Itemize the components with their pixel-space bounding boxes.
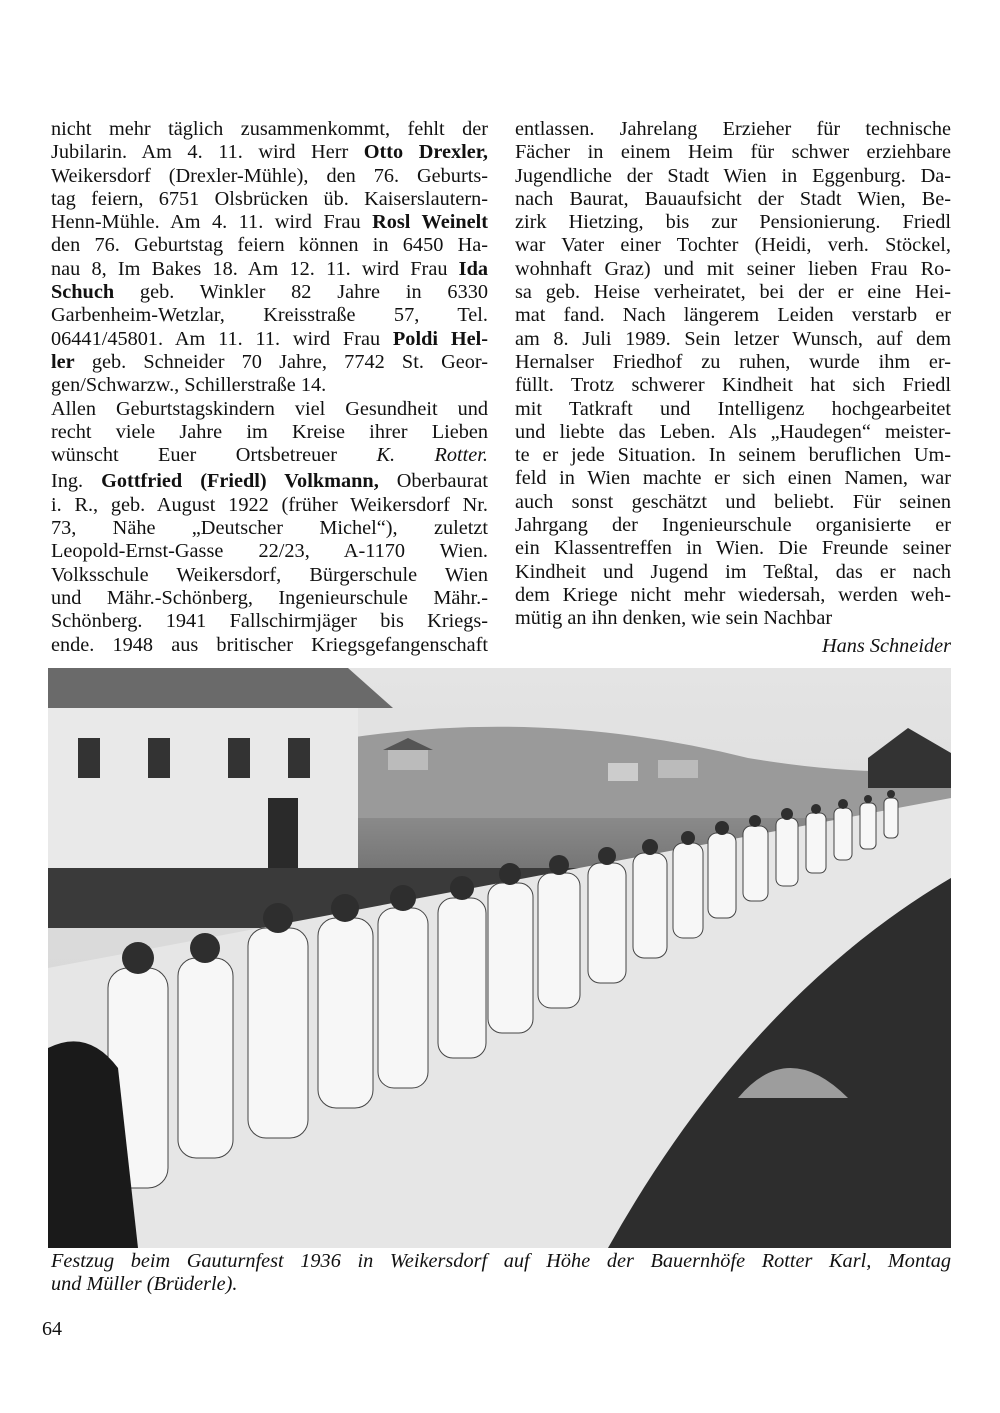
- text-run: Jubilarin. Am 4. 11. wird Herr: [51, 141, 364, 164]
- paragraph: [51, 470, 488, 656]
- text-run: geb. Winkler 82 Jahre in 6330: [114, 281, 488, 304]
- house-wall: [48, 708, 358, 888]
- text-line: [51, 587, 488, 610]
- text-line: [51, 281, 488, 304]
- text-run: 06441/45801. Am 11. 11. wird Frau: [51, 327, 393, 350]
- text-line: [51, 328, 488, 351]
- bold-name: Gottfried (Friedl) Volkmann,: [101, 470, 379, 493]
- text-line: [515, 398, 951, 421]
- text-line: [51, 351, 488, 374]
- text-run: mütig an ihn denken, wie sein Nachbar: [515, 607, 833, 630]
- text-line: [515, 374, 951, 397]
- text-line: [51, 304, 488, 327]
- text-line: [515, 234, 951, 257]
- text-run: Oberbaurat: [378, 470, 488, 493]
- text-line: [51, 118, 488, 141]
- text-run: Henn-Mühle. Am 4. 11. wird Frau: [51, 211, 373, 234]
- text-line: [515, 211, 951, 234]
- bold-name: Schuch: [51, 281, 115, 304]
- text-run: mit Tatkraft und Intelligenz hochgearbeitet: [515, 397, 951, 420]
- text-run: Hernalser Friedhof zu ruhen, wurde ihm er-: [515, 350, 951, 373]
- text-run: Weikersdorf (Drexler-Mühle), den 76. Geburts-: [51, 164, 488, 187]
- text-run: füllt. Trotz schwerer Kindheit hat sich Friedl: [515, 374, 951, 397]
- photo-caption: [51, 1250, 951, 1296]
- left-text-column: [51, 118, 488, 657]
- text-run: am 8. Juli 1989. Sein letzer Wunsch, auf dem: [515, 327, 951, 350]
- text-run: den 76. Geburtstag feiern können in 6450 Ha-: [51, 234, 488, 257]
- text-run: nau 8, Im Bakes 18. Am 12. 11. wird Frau: [51, 257, 459, 280]
- text-line: [51, 634, 488, 657]
- text-line: [515, 444, 951, 467]
- text-line: [51, 398, 488, 421]
- text-run: nicht mehr täglich zusammenkommt, fehlt der: [51, 118, 488, 140]
- text-line: [515, 165, 951, 188]
- right-column-body: [515, 118, 951, 631]
- text-run: Garbenheim-Wetzlar, Kreisstraße 57, Tel.: [51, 304, 488, 327]
- paragraph: [515, 118, 951, 631]
- text-line: [51, 444, 488, 467]
- house-roof: [48, 668, 393, 708]
- bold-name: Otto Drexler,: [363, 141, 488, 164]
- text-line: [515, 351, 951, 374]
- text-line: [51, 165, 488, 188]
- text-run: wünscht Euer Ortsbetreuer: [51, 444, 377, 467]
- text-run: Jahrgang der Ingenieurschule organisierte er: [515, 514, 951, 537]
- text-line: [51, 188, 488, 211]
- text-line: [515, 584, 951, 607]
- text-run: ende. 1948 aus britischer Kriegsgefangenschaft: [51, 633, 488, 656]
- text-line: [515, 537, 951, 560]
- italic-signature: K. Rotter.: [376, 444, 488, 467]
- text-run: Allen Geburtstagskindern viel Gesundheit und: [51, 397, 488, 420]
- text-line: [51, 258, 488, 281]
- text-run: tag feiern, 6751 Olsbrücken üb. Kaiserslautern-: [51, 187, 488, 210]
- text-run: gen/Schwarzw., Schillerstraße 14.: [51, 374, 327, 397]
- right-text-column: [515, 118, 951, 659]
- text-line: [51, 470, 488, 493]
- text-run: feld in Wien machte er sich einen Namen, war: [515, 467, 951, 490]
- bold-name: Rosl Weinelt: [372, 211, 488, 234]
- text-run: Leopold-Ernst-Gasse 22/23, A-1170 Wien.: [51, 540, 488, 563]
- text-line: [51, 141, 488, 164]
- author-signature: Hans Schneider: [822, 634, 951, 657]
- text-line: [515, 561, 951, 584]
- text-line: [51, 374, 488, 397]
- text-line: [515, 281, 951, 304]
- text-line: [51, 540, 488, 563]
- text-run: Ing.: [51, 470, 102, 493]
- text-line: [51, 564, 488, 587]
- text-run: recht viele Jahre im Kreise ihrer Lieben: [51, 420, 488, 443]
- text-run: i. R., geb. August 1922 (früher Weikersdorf Nr.: [51, 493, 488, 516]
- text-run: war Vater einer Tochter (Heidi, verh. Stöckel,: [515, 234, 951, 257]
- paragraph: [51, 398, 488, 468]
- text-line: [515, 141, 951, 164]
- text-line: [515, 118, 951, 141]
- text-run: Volksschule Weikersdorf, Bürgerschule Wien: [51, 563, 488, 586]
- text-run: entlassen. Jahrelang Erzieher für technische: [515, 118, 951, 140]
- text-line: [515, 328, 951, 351]
- historical-photo-parade: [48, 668, 951, 1248]
- text-run: und Mähr.-Schönberg, Ingenieurschule Mähr.-: [51, 586, 488, 609]
- text-run: mat fand. Nach längerem Leiden verstarb er: [515, 304, 951, 327]
- bold-name: ler: [51, 350, 75, 373]
- text-line: [515, 491, 951, 514]
- text-run: dem Kriege nicht mehr wiedersah, werden weh-: [515, 583, 951, 606]
- text-run: wohnhaft Graz) und mit seiner lieben Frau Ro-: [515, 257, 951, 280]
- text-run: und liebte das Leben. Als „Haudegen“ meister-: [515, 420, 951, 443]
- text-run: geb. Schneider 70 Jahre, 7742 St. Geor-: [74, 350, 488, 373]
- text-run: te er jede Situation. In seinem beruflichen Um-: [515, 444, 951, 467]
- text-line: [51, 211, 488, 234]
- page-number: 64: [42, 1318, 62, 1340]
- text-line: [51, 494, 488, 517]
- text-run: ein Klassentreffen in Wien. Die Freunde seiner: [515, 537, 951, 560]
- text-run: nach Baurat, Bauaufsicht der Stadt Wien, Be-: [515, 187, 951, 210]
- caption-line-1: Festzug beim Gauturnfest 1936 in Weikersdorf auf Höhe der Bauernhöfe Rotter Karl, Montag: [51, 1250, 951, 1272]
- text-run: Kindheit und Jugend im Teßtal, das er nach: [515, 560, 951, 583]
- text-line: [515, 607, 951, 630]
- text-run: Jugendliche der Stadt Wien in Eggenburg. Da-: [515, 164, 951, 187]
- text-line: [51, 234, 488, 257]
- text-run: sa geb. Heise verheiratet, bei der er eine Hei-: [515, 281, 951, 304]
- paragraph: [51, 118, 488, 398]
- text-line: [51, 421, 488, 444]
- bold-name: Poldi Hel-: [392, 327, 488, 350]
- text-line: [515, 421, 951, 444]
- text-line: [51, 517, 488, 540]
- text-line: [515, 188, 951, 211]
- text-line: [515, 304, 951, 327]
- text-run: Fächer in einem Heim für schwer erziehbare: [515, 141, 951, 164]
- bold-name: Ida: [458, 257, 488, 280]
- text-line: [515, 258, 951, 281]
- text-line: [515, 467, 951, 490]
- caption-line-2: und Müller (Brüderle).: [51, 1273, 238, 1295]
- text-run: 73, Nähe „Deutscher Michel“), zuletzt: [51, 517, 488, 540]
- text-line: [515, 514, 951, 537]
- text-run: zirk Hietzing, bis zur Pensionierung. Friedl: [515, 211, 951, 234]
- text-line: [51, 610, 488, 633]
- text-run: auch sonst geschätzt und beliebt. Für seinen: [515, 490, 951, 513]
- text-run: Schönberg. 1941 Fallschirmjäger bis Kriegs-: [51, 610, 488, 633]
